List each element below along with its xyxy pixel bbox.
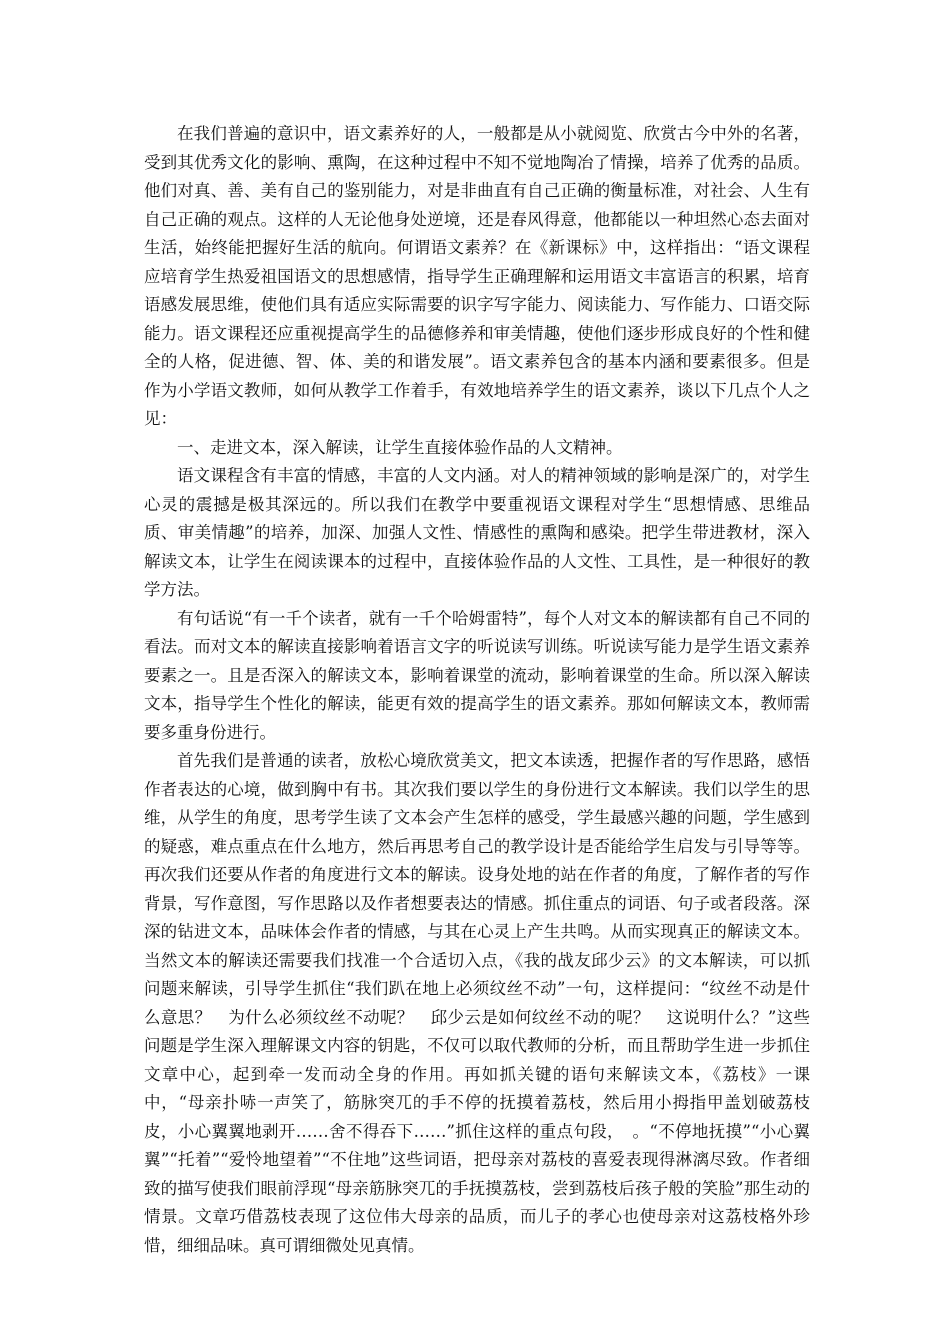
body-paragraph-1: 语文课程含有丰富的情感，丰富的人文内涵。对人的精神领域的影响是深广的，对学生心灵的震撼是极其深远的。所以我们在教学中要重视语文课程对学生“思想情感、思维品质、审美情趣”的培养，加深、加强人文性、情感性的熏陶和感染。把学生带进教材，深入解读文本，让学生在阅读课本的过程中，直接体验作品的人文性、工具性，是一种很好的教学方法。 xyxy=(144,466,810,599)
body-paragraph-2: 有句话说“有一千个读者，就有一千个哈姆雷特”，每个人对文本的解读都有自己不同的看法。而对文本的解读直接影响着语言文字的听说读写训练。听说读写能力是学生语文素养要素之一。且是否深入的解读文本，影响着课堂的流动，影响着课堂的生命。所以深入解读文本，指导学生个性化的解读，能更有效的提高学生的语文素养。那如何解读文本，教师需要多重身份进行。 xyxy=(144,608,810,742)
section-heading-1: 一、走进文本，深入解读，让学生直接体验作品的人文精神。 xyxy=(177,437,623,457)
body-paragraph-3: 首先我们是普通的读者，放松心境欣赏美文，把文本读透，把握作者的写作思路，感悟作者表达的心境，做到胸中有书。其次我们要以学生的身份进行文本解读。我们以学生的思维，从学生的角度，思考学生读了文本会产生怎样的感受，学生最感兴趣的问题，学生感到的疑惑，难点重点在什么地方，然后再思考自己的教学设计是否能给学生启发与引导等等。再次我们还要从作者的角度进行文本的解读。设身处地的站在作者的角度，了解作者的写作背景，写作意图，写作思路以及作者想要表达的情感。抓住重点的词语、句子或者段落。深深的钻进文本，品味体会作者的情感，与其在心灵上产生共鸣。从而实现真正的解读文本。当然文本的解读还需要我们找准一个合适切入点，《我的战友邱少云》的文本解读，可以抓问题来解读，引导学生抓住“我们趴在地上必须纹丝不动”一句，这样提问：“纹丝不动是什么意思？ 为什么必须纹丝不动呢？ 邱少云是如何纹丝不动的呢？ 这说明什么？”这些问题是学生深入理解课文内容的钥匙，不仅可以取代教师的分析，而且帮助学生进一步抓住文章中心，起到牵一发而动全身的作用。再如抓关键的语句来解读文本，《荔枝》一课中，“母亲扑哧一声笑了，筋脉突兀的手不停的抚摸着荔枝，然后用小拇指甲盖划破荔枝皮，小心翼翼地剥开……舍不得吞下……”抓住这样的重点句段， 。“不停地抚摸”“小心翼翼”“托着”“爱怜地望着”“不住地”这些词语，把母亲对荔枝的喜爱表现得淋漓尽致。作者细致的描写使我们眼前浮现“母亲筋脉突兀的手抚摸荔枝，尝到荔枝后孩子般的笑脸”那生动的情景。文章巧借荔枝表现了这位伟大母亲的品质，而儿子的孝心也使母亲对这荔枝格外珍惜，细细品味。真可谓细微处见真情。 xyxy=(144,751,810,1255)
document-page xyxy=(144,120,810,1260)
intro-paragraph: 在我们普遍的意识中，语文素养好的人，一般都是从小就阅览、欣赏古今中外的名著，受到其优秀文化的影响、熏陶，在这种过程中不知不觉地陶冶了情操，培养了优秀的品质。他们对真、善、美有自己的鉴别能力，对是非曲直有自己正确的衡量标准，对社会、人生有自己正确的观点。这样的人无论他身处逆境，还是春风得意，他都能以一种坦然心态去面对生活，始终能把握好生活的航向。何谓语文素养？在《新课标》中，这样指出：“语文课程应培育学生热爱祖国语文的思想感情，指导学生正确理解和运用语文丰富语言的积累，培育语感发展思维，使他们具有适应实际需要的识字写字能力、阅读能力、写作能力、口语交际能力。语文课程还应重视提高学生的品德修养和审美情趣，使他们逐步形成良好的个性和健全的人格，促进德、智、体、美的和谐发展”。语文素养包含的基本内涵和要素很多。但是作为小学语文教师，如何从教学工作着手，有效地培养学生的语文素养，谈以下几点个人之见： xyxy=(144,124,810,428)
